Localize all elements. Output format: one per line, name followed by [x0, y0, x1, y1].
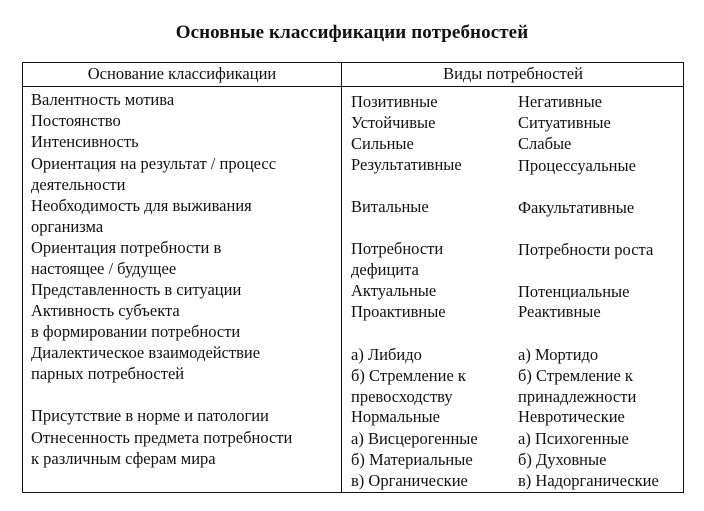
basis-line: Присутствие в норме и патологии: [31, 406, 269, 425]
type-a-line: б) Материальные: [351, 450, 473, 469]
type-a-line: Сильные: [351, 134, 414, 153]
type-b-line: Потребности роста: [518, 240, 654, 259]
type-b-line: в) Надорганические: [518, 471, 659, 490]
type-b-line: Негативные: [518, 92, 602, 111]
basis-line: Диалектическое взаимодействие: [31, 343, 261, 362]
type-b-line: а) Мортидо: [518, 345, 599, 364]
type-b-line: Ситуативные: [518, 113, 611, 132]
type-b-line: б) Стремление к: [518, 366, 633, 385]
basis-line: Ориентация потребности в: [31, 238, 222, 257]
type-b-line: Потенциальные: [518, 282, 630, 301]
basis-line: Представленность в ситуации: [31, 280, 242, 299]
type-b-line: Процессуальные: [518, 156, 636, 175]
classification-table: [22, 62, 684, 493]
type-a-line: дефицита: [351, 260, 419, 279]
header-types: Виды потребностей: [443, 64, 583, 83]
type-a-line: Устойчивые: [351, 113, 436, 132]
basis-line: деятельности: [31, 175, 126, 194]
header-basis: Основание классификации: [87, 64, 277, 83]
basis-line: Валентность мотива: [31, 90, 175, 109]
type-b-line: принадлежности: [518, 387, 637, 406]
type-a-line: Позитивные: [351, 92, 438, 111]
basis-line: в формировании потребности: [31, 322, 241, 341]
basis-line: Активность субъекта: [31, 301, 180, 320]
type-b-line: б) Духовные: [518, 450, 607, 469]
type-a-line: Нормальные: [351, 407, 440, 426]
basis-line: организма: [31, 217, 104, 236]
type-a-line: превосходству: [351, 387, 453, 406]
type-a-line: Актуальные: [351, 281, 437, 300]
type-b-line: Невротические: [518, 407, 625, 426]
basis-line: Постоянство: [31, 111, 121, 130]
basis-line: Ориентация на результат / процесс: [31, 154, 277, 173]
basis-line: Необходимость для выживания: [31, 196, 252, 215]
basis-line: парных потребностей: [31, 364, 185, 383]
type-a-line: Потребности: [351, 239, 444, 258]
type-b-line: Факультативные: [518, 198, 635, 217]
type-a-line: Проактивные: [351, 302, 446, 321]
type-b-line: а) Психогенные: [518, 429, 629, 448]
type-a-line: а) Либидо: [351, 345, 422, 364]
basis-line: Интенсивность: [31, 132, 139, 151]
type-b-line: Реактивные: [518, 302, 601, 321]
type-b-line: Слабые: [518, 134, 572, 153]
column-divider: [341, 63, 342, 492]
basis-line: Отнесенность предмета потребности: [31, 428, 293, 447]
basis-line: настоящее / будущее: [31, 259, 177, 278]
type-a-line: б) Стремление к: [351, 366, 466, 385]
header-divider: [23, 86, 683, 87]
type-a-line: Результативные: [351, 155, 462, 174]
type-a-line: а) Висцерогенные: [351, 429, 478, 448]
basis-line: к различным сферам мира: [31, 449, 216, 468]
page-title: Основные классификации потребностей: [175, 22, 529, 43]
type-a-line: Витальные: [351, 197, 429, 216]
type-a-line: в) Органические: [351, 471, 468, 490]
